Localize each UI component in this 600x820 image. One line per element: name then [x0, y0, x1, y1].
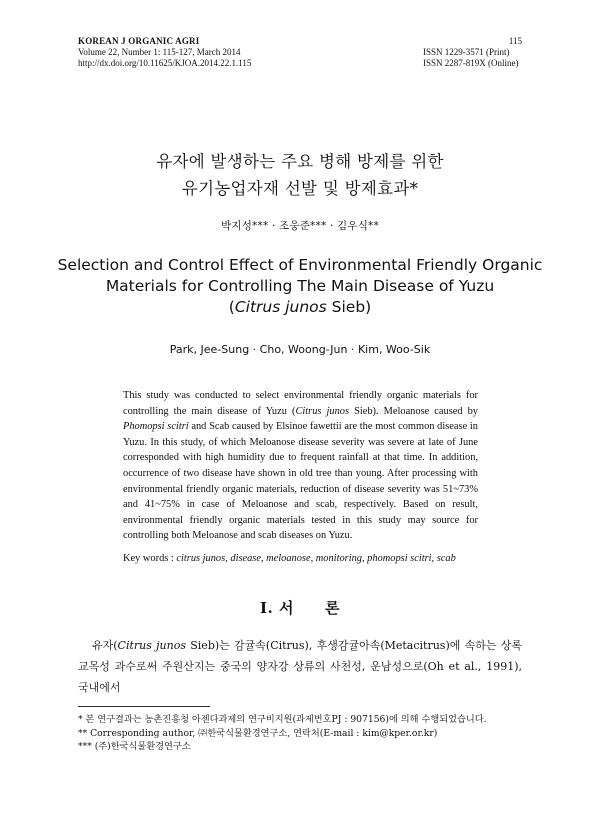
abstract-italic-2: Phomopsi scitri	[123, 421, 189, 433]
issn-print: ISSN 1229-3571 (Print)	[423, 47, 510, 57]
header-left	[78, 36, 251, 69]
journal-name: KOREAN J ORGANIC AGRI	[78, 36, 200, 46]
species-name: Citrus junos	[234, 298, 327, 316]
species-author: Sieb)	[326, 298, 372, 316]
intro-text-2: Sieb)는 감귤속(Citrus), 후생감귤아속(Metacitrus)에 속하는 상록 교목성 과수로써 주원산지는 중국의 양자강 상류의 사천성, 운남성으로(Oh et al., 1991), 국내에서	[78, 639, 523, 694]
english-title-line2: Materials for Controlling The Main Disease of Yuzu	[105, 277, 495, 295]
page-number: 115	[508, 36, 522, 46]
keywords-values: citrus junos, disease, meloanose, monitoring, phomopsi scitri, scab	[176, 553, 456, 564]
footnote-divider	[78, 706, 210, 707]
keywords-label: Key words :	[123, 553, 177, 564]
paren-open: (	[228, 298, 235, 316]
english-title	[0, 255, 600, 318]
abstract-text-2: Sieb). Meloanose caused by	[349, 405, 478, 417]
abstract-italic-1: Citrus junos	[295, 405, 350, 417]
korean-title-line1: 유자에 발생하는 주요 병해 방제를 위한	[156, 152, 444, 171]
keywords	[123, 552, 478, 566]
korean-title-line2: 유기농업자재 선발 및 방제효과*	[181, 179, 419, 198]
volume-info: Volume 22, Number 1: 115-127, March 2014	[78, 47, 241, 57]
footnote-funding: * 본 연구결과는 농촌진흥청 아젠다과제의 연구비지원(과제번호PJ : 907156)에 의해 수행되었습니다.	[78, 714, 487, 725]
doi-link[interactable]: http://dx.doi.org/10.11625/KJOA.2014.22.1.115	[78, 58, 252, 68]
abstract	[123, 388, 478, 544]
intro-italic: Citrus junos	[117, 639, 186, 652]
korean-title	[0, 148, 600, 202]
footnote-corresponding: ** Corresponding author, ㈜한국식물환경연구소, 연락처(E-mail : kim@kper.or.kr)	[78, 727, 438, 739]
intro-text-1: 유자(	[92, 639, 118, 652]
footnote-affiliation: *** (주)한국식물환경연구소	[78, 741, 191, 752]
english-authors: Park, Jee-Sung · Cho, Woong-Jun · Kim, Woo-Sik	[169, 343, 431, 356]
issn-online: ISSN 2287-819X (Online)	[423, 58, 519, 68]
english-title-line1: Selection and Control Effect of Environmental Friendly Organic	[57, 256, 543, 274]
issn-block	[423, 47, 583, 69]
introduction-paragraph	[78, 635, 522, 698]
english-title-line3	[0, 297, 600, 318]
abstract-text-1: This study was conducted to select environmental friendly organic materials for controlling the main disease of Yuzu (	[123, 390, 478, 417]
footnotes	[78, 713, 522, 754]
section-heading: Ⅰ. 서 론	[260, 599, 340, 617]
korean-authors: 박지성*** · 조웅준*** · 김우식**	[221, 220, 379, 232]
abstract-text-3: and Scab caused by Elsinoe fawettii are the most common disease in Yuzu. In this study, of which Meloanose disease severity was severe at late of June corresponded with high humidity due to frequent rainfall at that time. In addition, occurrence of two disease have shown in old tree than young. After processing with environmental friendly organic materials, reduction of disease severity was 51~73% and 41~75% in case of Meloanose and scab, respectively. Based on result, environmental friendly organic materials tested in this study may source for controlling both Meloanose and scab diseases on Yuzu.	[123, 421, 478, 542]
